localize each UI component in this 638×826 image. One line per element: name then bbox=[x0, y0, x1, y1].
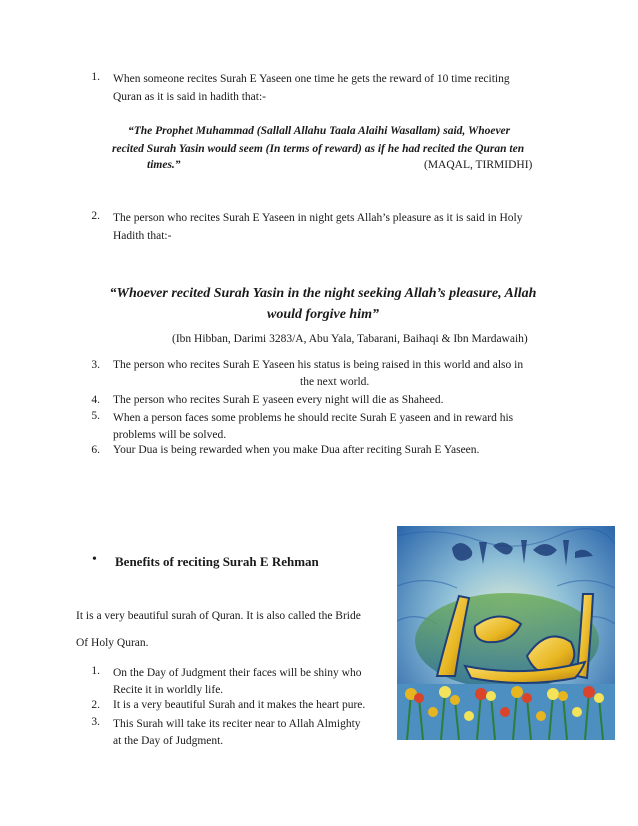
list-number: 3. bbox=[91, 716, 100, 728]
list-item-text: It is a very beautiful Surah and it makes the heart pure. bbox=[113, 699, 366, 711]
hadith-quote-line: “The Prophet Muhammad (Sallall Allahu Taala Alaihi Wasallam) said, Whoever bbox=[128, 125, 511, 137]
list-item-text: On the Day of Judgment their faces will be shiny who Recite it in worldly life. bbox=[113, 667, 362, 696]
list-number: 6. bbox=[91, 444, 100, 456]
list-item-text: When someone recites Surah E Yaseen one time he gets the reward of 10 time reciting Quran as it is said in hadith that:- bbox=[113, 73, 510, 103]
section-heading: Benefits of reciting Surah E Rehman bbox=[115, 554, 319, 569]
list-item-text: The person who recites Surah E Yaseen his status is being raised in this world and also in bbox=[113, 359, 524, 371]
list-number: 1. bbox=[91, 71, 100, 83]
list-number: 5. bbox=[91, 410, 100, 422]
hadith-reference: (Ibn Hibban, Darimi 3283/A, Abu Yala, Tabarani, Baihaqi & Ibn Mardawaih) bbox=[172, 333, 528, 345]
calligraphy-painting bbox=[397, 526, 615, 740]
list-item-text: The person who recites Surah E yaseen every night will die as Shaheed. bbox=[113, 394, 444, 406]
hadith-quote-line: times.” bbox=[147, 159, 181, 171]
paragraph-line: Of Holy Quran. bbox=[76, 637, 149, 649]
calligraphy-art-icon bbox=[397, 526, 615, 740]
list-number: 2. bbox=[91, 210, 100, 222]
list-item-text: The person who recites Surah E Yaseen in night gets Allah’s pleasure as it is said in Holy Hadith that:- bbox=[113, 212, 523, 242]
list-item-text: the next world. bbox=[300, 376, 370, 388]
list-number: 1. bbox=[91, 665, 100, 677]
hadith-quote-line: recited Surah Yasin would seem (In terms of reward) as if he had recited the Quran ten bbox=[112, 143, 525, 155]
list-item-text: When a person faces some problems he should recite Surah E yaseen and in reward his problems will be solved. bbox=[113, 412, 514, 441]
paragraph-line: It is a very beautiful surah of Quran. It is also called the Bride bbox=[76, 610, 361, 622]
hadith-quote: “Whoever recited Surah Yasin in the night seeking Allah’s pleasure, Allah would forgive him” bbox=[109, 286, 537, 322]
bullet-icon: • bbox=[92, 552, 97, 567]
list-number: 3. bbox=[91, 359, 100, 371]
list-item-text: Your Dua is being rewarded when you make Dua after reciting Surah E Yaseen. bbox=[113, 444, 480, 456]
list-number: 2. bbox=[91, 699, 100, 711]
hadith-reference: (MAQAL, TIRMIDHI) bbox=[424, 159, 533, 171]
list-number: 4. bbox=[91, 394, 100, 406]
list-item-text: This Surah will take its reciter near to Allah Almighty at the Day of Judgment. bbox=[113, 718, 361, 747]
